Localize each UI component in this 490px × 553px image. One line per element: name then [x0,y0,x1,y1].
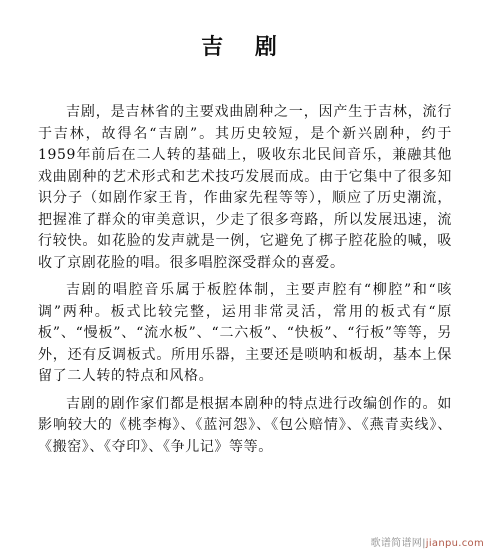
paragraph-music: 吉剧的唱腔音乐属于板腔体制，主要声腔有“柳腔”和“咳调”两种。板式比较完整，运用非常灵活，常用的板式有“原板”、“慢板”、“流水板”、“二六板”、“快板”、“行板”等等，另外，还有反调板式。所用乐器，主要还是唢呐和板胡，基本上保留了二人转的特点和风格。 [38,282,452,384]
page-title: 吉 剧 [201,34,289,60]
paragraph-intro: 吉剧，是吉林省的主要戏曲剧种之一，因产生于吉林，流行于吉林，故得名“吉剧”。其历史较短，是个新兴剧种，约于1959年前后在二人转的基础上，吸收东北民间音乐，兼融其他戏曲剧种的艺术形式和艺术技巧发展而成。由于它集中了很多知识分子（如剧作家王肯，作曲家先程等等），顺应了历史潮流，把握准了群众的审美意识，少走了很多弯路，所以发展迅速，流行较快。如花脸的发声就是一例，它避免了梆子腔花脸的喊，吸收了京剧花脸的唱。很多唱腔深受群众的喜爱。 [38,104,452,271]
paragraph-works: 吉剧的剧作家们都是根据本剧种的特点进行改编创作的。如影响较大的《桃李梅》、《蓝河怨》、《包公赔情》、《燕青卖线》、《搬窑》、《夺印》、《争儿记》等等。 [38,395,452,455]
article-body [38,102,452,458]
site-watermark: 歌谱简谱网|jianpu.com [370,538,484,549]
watermark-url: jianpu.com [425,538,484,549]
watermark-site-name: 歌谱简谱网 [370,538,423,549]
